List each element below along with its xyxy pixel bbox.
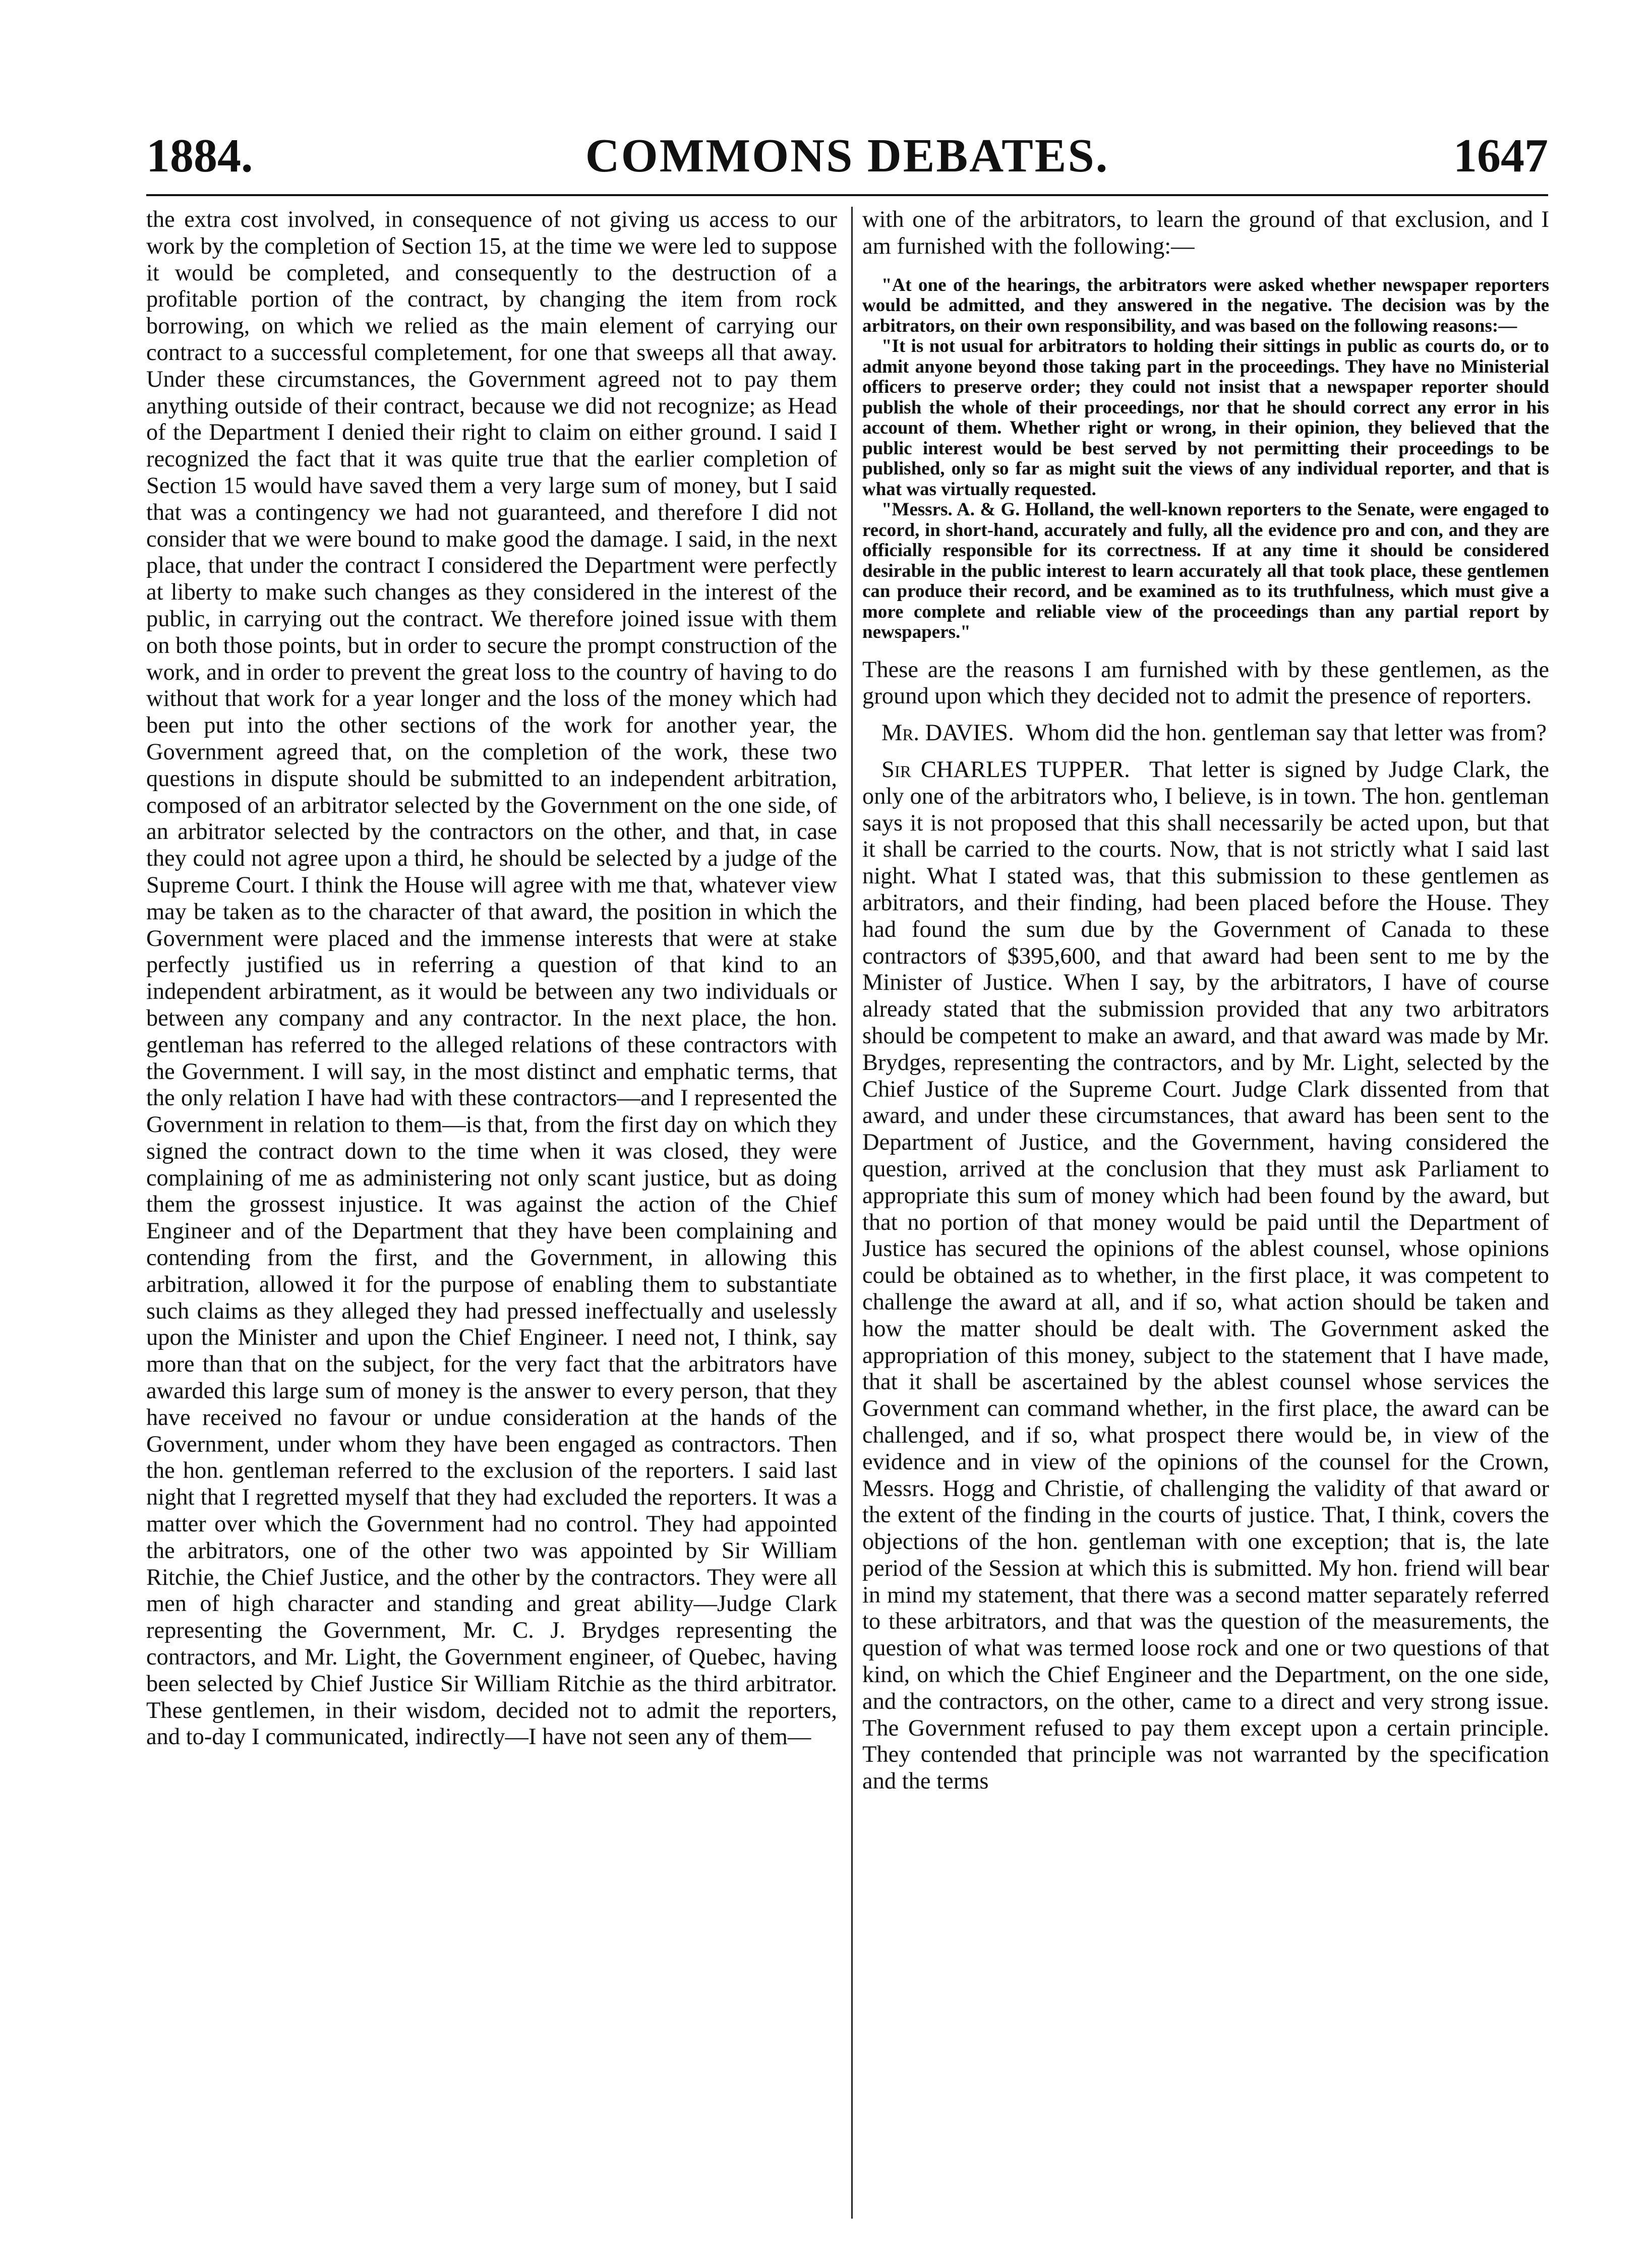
right-intro-text: with one of the arbitrators, to learn the ground of that exclusion, and I am furnished with the following:— <box>862 207 1549 259</box>
page-title: COMMONS DEBATES. <box>585 130 1109 182</box>
davies-paragraph <box>862 720 1549 747</box>
speech-text: That letter is signed by Judge Clark, the only one of the arbitrators who, I believe, is in town. The hon. gentleman says it is not proposed that this shall necessarily be acted upon, but that it shall be carried to the courts. Now, that is not strictly what I said last night. What I stated was, that this submission to these gentlemen as arbitrators, and their finding, had been placed before the House. They had found the sum due by the Government of Canada to these contractors of $395,600, and that award had been sent to me by the Minister of Justice. When I say, by the arbitrators, I have of course already stated that the submission provided that any two arbitrators should be competent to make an award, and that award was made by Mr. Brydges, representing the contractors, and by Mr. Light, selected by the Chief Justice of the Supreme Court. Judge Clark dissented from that award, and under these circumstances, that award has been sent to the Department of Justice, and the Government, having considered the question, arrived at the conclusion that they must ask Parliament to appropriate this sum of money which had been found by the award, but that no portion of that money would be paid until the Department of Justice has secured the opinions of the ablest counsel, whose opinions could be obtained as to whether, in the first place, it was competent to challenge the award at all, and if so, what action should be taken and how the matter should be dealt with. The Government asked the appropriation of this money, subject to the statement that I have made, that it shall be ascertained by the ablest counsel whose services the Government can command whether, in the first place, the award can be challenged, and if so, what prospect there would be, in view of the evidence and in view of the opinions of the counsel for the Crown, Messrs. Hogg and Christie, of challenging the validity of that award or the extent of the finding in the courts of justice. That, I think, covers the objections of the hon. gentleman with one exception; that is, the late period of the Session at which this is submitted. My hon. friend will bear in mind my statement, that there was a second matter separately referred to these arbitrators, and that was the question of the measurements, the question of what was termed loose rock and one or two questions of that kind, on which the Chief Engineer and the Department, on the one side, and the contractors, on the other, came to a direct and very strong issue. The Government refused to pay them except upon a certain principle. They contended that principle was not warranted by the specification and the terms <box>862 756 1549 1795</box>
quote-paragraph: "It is not usual for arbitrators to holding their sittings in public as courts do, or to admit anyone beyond those taking part in the proceedings. They have no Ministerial officers to preserve order; they could not insist that a newspaper reporter should publish the whole of their proceedings, nor that he should correct any error in his account of them. Whether right or wrong, in their opinion, they believed that the public interest would be best served by not permitting their proceedings to be published, only so far as might suit the views of any individual reporter, and that is what was virtually requested. <box>862 336 1549 500</box>
page-header <box>146 129 1548 189</box>
left-column <box>146 207 837 1751</box>
left-column-text: the extra cost involved, in consequence of not giving us access to our work by the completion of Section 15, at the time we were led to suppose it would be completed, and consequently to the destruction of a profitable portion of the contract, by changing the item from rock borrowing, on which we relied as the main element of carrying our contract to a successful completement, for one that sweeps all that away. Under these circumstances, the Government agreed not to pay them anything outside of their contract, because we did not recognize; as Head of the Department I denied their right to claim on either ground. I said I recognized the fact that it was quite true that the earlier completion of Section 15 would have saved them a very large sum of money, but I said that was a contingency we had not guaranteed, and therefore I did not consider that we were bound to make good the damage. I said, in the next place, that under the contract I considered the Department were perfectly at liberty to make such changes as they considered in the interest of the public, in carrying out the contract. We therefore joined issue with them on both those points, but in order to secure the prompt construction of the work, and in order to prevent the great loss to the country of having to do without that work for a year longer and the loss of the money which had been put into the other sections of the work for another year, the Government agreed that, on the completion of the work, these two questions in dispute should be submitted to an independent arbitration, composed of an arbitrator selected by the Government on the one side, of an arbitrator selected by the contractors on the other, and that, in case they could not agree upon a third, he should be selected by a judge of the Supreme Court. I think the House will agree with me that, whatever view may be taken as to the character of that award, the position in which the Government were placed and the immense interests that were at stake perfectly justified us in referring a question of that kind to an independent arbiratment, as it would be between any two individuals or between any company and any contractor. In the next place, the hon. gentleman has referred to the alleged relations of these contractors with the Government. I will say, in the most distinct and emphatic terms, that the only relation I have had with these contractors—and I represented the Government in relation to them—is that, from the first day on which they signed the contract down to the time when it was closed, they were complaining of me as administering not only scant justice, but as doing them the grossest injustice. It was against the action of the Chief Engineer and of the Department that they have been complaining and contending from the first, and the Government, in allowing this arbitration, allowed it for the purpose of enabling them to substantiate such claims as they alleged they had pressed ineffectually and uselessly upon the Minister and upon the Chief Engineer. I need not, I think, say more than that on the subject, for the very fact that the arbitrators have awarded this large sum of money is the answer to every person, that they have received no favour or undue consideration at the hands of the Government, under whom they have been engaged as contractors. Then the hon. gentleman referred to the exclusion of the reporters. I said last night that I regretted myself that they had excluded the reporters. It was a matter over which the Government had no control. They had appointed the arbitrators, one of the other two was appointed by Sir William Ritchie, the Chief Justice, and the other by the contractors. They were all men of high character and standing and great ability—Judge Clark representing the Government, Mr. C. J. Brydges representing the contractors, and Mr. Light, the Government engineer, of Quebec, having been selected by Chief Justice Sir William Ritchie as the third arbitrator. These gentlemen, in their wisdom, decided not to admit the reporters, and to-day I communicated, indirectly—I have not seen any of them— <box>146 207 837 1750</box>
speech-text: Whom did the hon. gentleman say that letter was from? <box>1025 720 1547 746</box>
reasons-text: These are the reasons I am furnished with by these gentlemen, as the ground upon which they decided not to admit the presence of reporters. <box>862 657 1549 709</box>
page-year: 1884. <box>146 130 253 182</box>
tupper-paragraph <box>862 757 1549 1795</box>
header-rule <box>146 194 1548 196</box>
arbitrators-quote <box>862 275 1549 643</box>
quote-paragraph: "Messrs. A. & G. Holland, the well-known reporters to the Senate, were engaged to record, in short-hand, accurately and fully, all the evidence pro and con, and they are officially responsible for its correctness. If at any time it should be considered desirable in the public interest to learn accurately all that took place, these gentlemen can produce their record, and be examined as to its truthfulness, which must give a more complete and reliable view of the proceedings than any partial report by newspapers." <box>862 499 1549 643</box>
right-column <box>862 207 1549 1795</box>
column-divider <box>851 207 853 2219</box>
page-number: 1647 <box>1453 130 1548 182</box>
speaker-name: Sir CHARLES TUPPER. <box>881 756 1130 783</box>
speaker-name: Mr. DAVIES. <box>881 720 1014 746</box>
quote-paragraph: "At one of the hearings, the arbitrators were asked whether newspaper reporters would be admitted, and they answered in the negative. The decision was by the arbitrators, on their own responsibility, and was based on the following reasons:— <box>862 274 1549 336</box>
